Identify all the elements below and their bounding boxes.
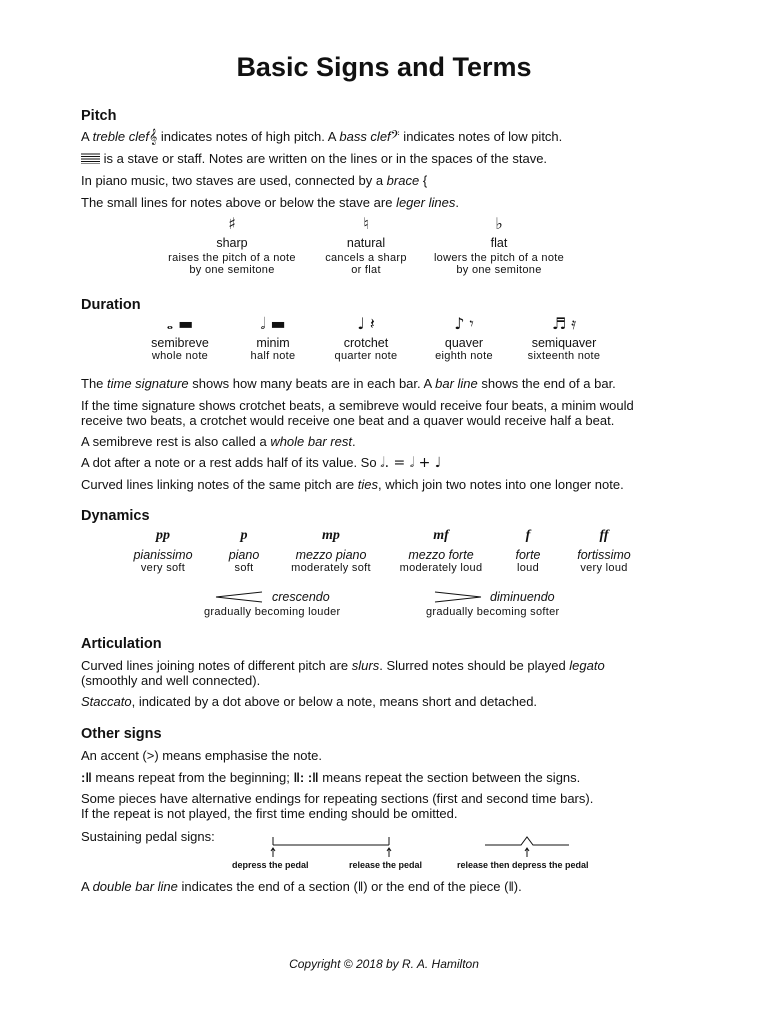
other-heading: Other signs (81, 726, 162, 742)
dynamic-mf: mf mezzo forte moderately loud (399, 528, 483, 574)
duration-line-6: Curved lines linking notes of the same pitch are ties, which join two notes into one longer note. (81, 477, 624, 492)
other-line-2: :‖ means repeat from the beginning; ‖: :‖ means repeat the section between the signs. (81, 770, 581, 785)
end-repeat-icon: :‖ (81, 770, 92, 785)
stave-icon (81, 153, 100, 164)
note-minim: 𝅗𝅥 ▬ minim half note (228, 314, 318, 362)
crescendo-label: crescendo (272, 590, 330, 604)
articulation-heading: Articulation (81, 636, 162, 652)
natural-icon: ♮ (363, 214, 369, 233)
other-line-1: An accent (>) means emphasise the note. (81, 748, 322, 763)
pitch-line-4: The small lines for notes above or below the stave are leger lines. (81, 195, 459, 210)
articulation-line-3: Staccato, indicated by a dot above or below a note, means short and detached. (81, 694, 538, 709)
bass-clef-icon: 𝄢 (390, 129, 400, 145)
other-line-5: Sustaining pedal signs: (81, 829, 215, 844)
semiquaver-icon: ♬ 𝄿 (551, 314, 577, 333)
minim-icon: 𝅗𝅥 ▬ (260, 314, 286, 333)
brace-icon: { (419, 173, 428, 188)
note-semibreve: 𝅝 ▬ semibreve whole note (135, 314, 225, 362)
crescendo-hairpin-icon (214, 591, 264, 603)
pedal-release-label: release the pedal (349, 860, 423, 870)
other-line-3: Some pieces have alternative endings for repeating sections (first and second time bars). (81, 791, 594, 806)
pedal-change-icon (483, 835, 573, 859)
pedal-both-label: release then depress the pedal (457, 860, 589, 870)
diminuendo-label: diminuendo (490, 590, 555, 604)
other-line-4: If the repeat is not played, the first time ending should be omitted. (81, 806, 458, 821)
dynamics-heading: Dynamics (81, 508, 150, 524)
dynamic-p: p piano soft (228, 528, 260, 574)
articulation-line-2: (smoothly and well connected). (81, 673, 261, 688)
flat-icon: ♭ (495, 214, 503, 233)
dynamic-ff: ff fortissimo very loud (577, 528, 631, 574)
accidental-natural: ♮ natural cancels a sharp or flat (311, 214, 421, 276)
diminuendo-hairpin-icon (433, 591, 483, 603)
duration-line-5: A dot after a note or a rest adds half of its value. So 𝅗𝅥. = 𝅗𝅥 + ♩ (81, 455, 442, 471)
duration-line-4: A semibreve rest is also called a whole bar rest. (81, 434, 356, 449)
dynamic-pp: pp pianissimo very soft (133, 528, 193, 574)
pitch-line-1: A treble clef𝄞 indicates notes of high pitch. A bass clef𝄢 indicates notes of low pitch. (81, 129, 563, 145)
duration-heading: Duration (81, 297, 141, 313)
note-crotchet: ♩ 𝄽 crotchet quarter note (320, 314, 412, 362)
semibreve-icon: 𝅝 ▬ (166, 314, 194, 333)
accidental-sharp: ♯ sharp raises the pitch of a note by one semitone (152, 214, 312, 276)
note-semiquaver: ♬ 𝄿 semiquaver sixteenth note (512, 314, 616, 362)
duration-line-1: The time signature shows how many beats are in each bar. A bar line shows the end of a bar. (81, 376, 616, 391)
accidental-flat: ♭ flat lowers the pitch of a note by one semitone (419, 214, 579, 276)
dynamic-f: f forte loud (515, 528, 541, 574)
page-title: Basic Signs and Terms (236, 52, 532, 82)
dynamic-mp: mp mezzo piano moderately soft (291, 528, 371, 574)
diminuendo-desc: gradually becoming softer (426, 606, 560, 618)
pedal-bracket-icon (265, 835, 395, 859)
quaver-icon: ♪ 𝄾 (454, 314, 474, 333)
dotted-minim-equation: 𝅗𝅥. = 𝅗𝅥 + ♩ (380, 455, 442, 471)
pitch-heading: Pitch (81, 108, 117, 124)
note-quaver: ♪ 𝄾 quaver eighth note (419, 314, 509, 362)
copyright: Copyright © 2018 by R. A. Hamilton (289, 957, 479, 971)
treble-clef-icon: 𝄞 (148, 129, 158, 145)
repeat-section-icon: ‖: :‖ (293, 770, 319, 785)
sharp-icon: ♯ (228, 214, 236, 233)
pitch-line-2: is a stave or staff. Notes are written on the lines or in the spaces of the stave. (81, 151, 547, 166)
articulation-line-1: Curved lines joining notes of different pitch are slurs. Slurred notes should be played legato (81, 658, 605, 673)
other-line-6: A double bar line indicates the end of a section (‖) or the end of the piece (‖). (81, 879, 522, 894)
duration-line-3: receive two beats, a crotchet would receive one beat and a quaver would receive half a beat. (81, 413, 615, 428)
duration-line-2: If the time signature shows crotchet beats, a semibreve would receive four beats, a minim would (81, 398, 634, 413)
pedal-depress-label: depress the pedal (232, 860, 309, 870)
crotchet-icon: ♩ 𝄽 (357, 314, 375, 333)
pitch-line-3: In piano music, two staves are used, connected by a brace { (81, 173, 428, 188)
crescendo-desc: gradually becoming louder (204, 606, 341, 618)
